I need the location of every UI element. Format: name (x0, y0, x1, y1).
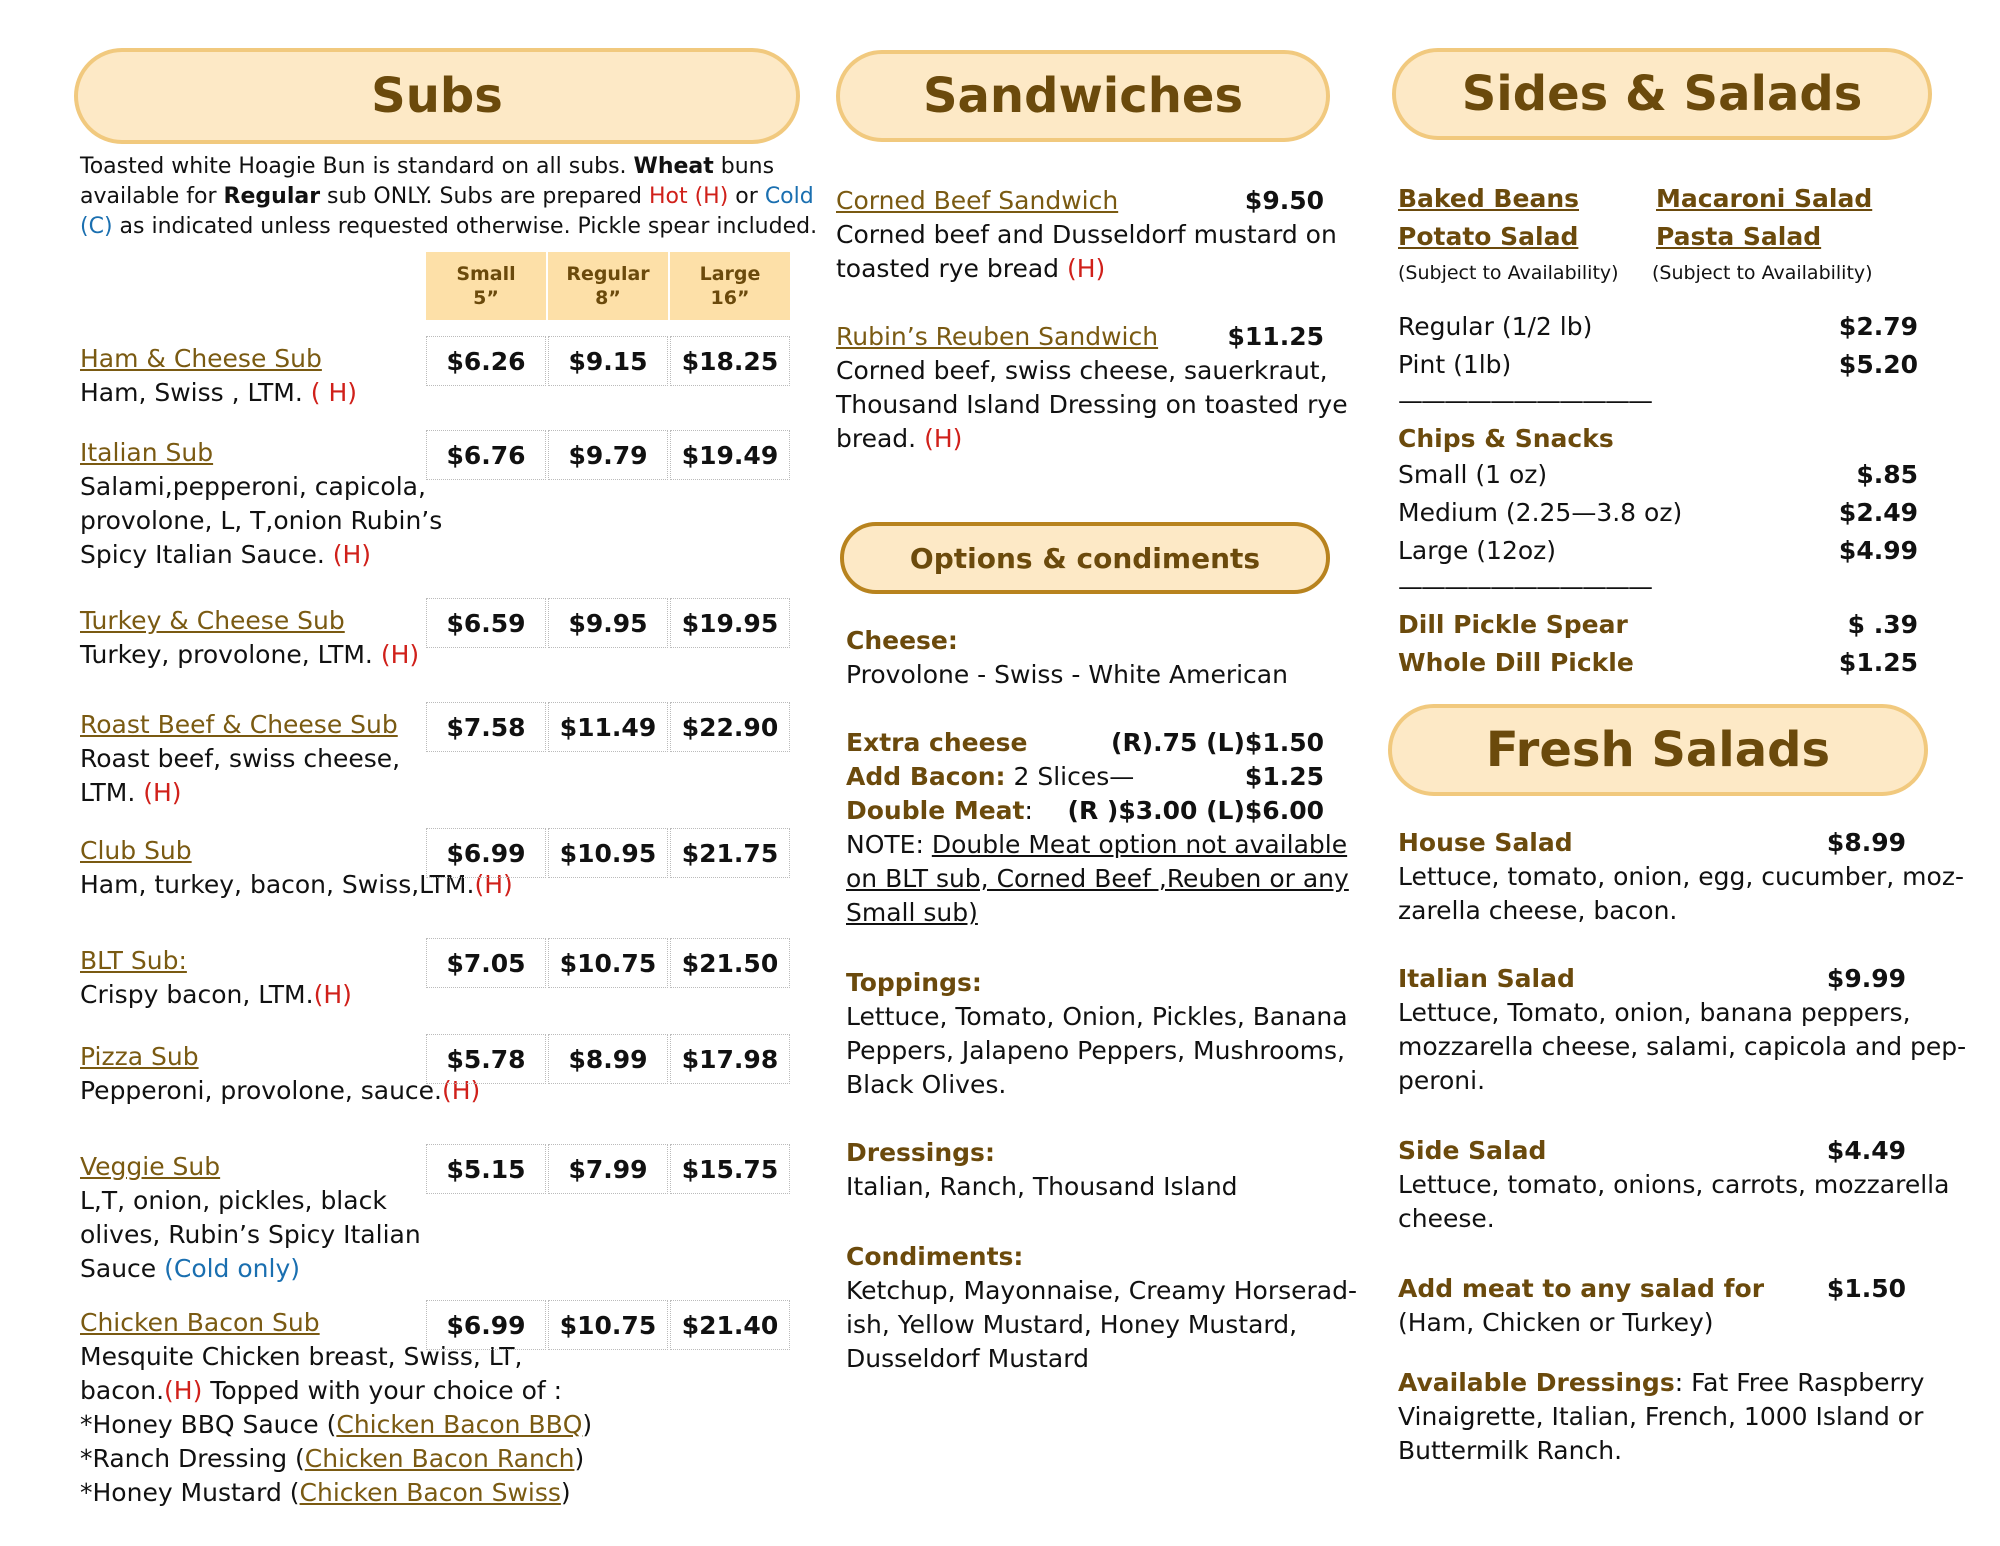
sub-8-desc-1-seg-0: bacon. (80, 1376, 165, 1405)
sub-7-price-0: $5.15 (426, 1144, 546, 1194)
sub-8-desc-1 (80, 1374, 562, 1408)
sub-7-desc-2-seg-1: (Cold only) (164, 1254, 301, 1283)
sub-6-price-1: $8.99 (548, 1034, 668, 1084)
sub-name-5: BLT Sub: (80, 946, 187, 975)
condiments-line-0: Ketchup, Mayonnaise, Creamy Horserad- (846, 1276, 1358, 1305)
sub-8-desc-2 (80, 1408, 592, 1442)
sandwich-1-desc-0-seg-0: Corned beef, swiss cheese, sauerkraut, (836, 356, 1328, 385)
salad-price-0: $8.99 (1826, 828, 1906, 857)
sandwich-0-desc-0 (836, 218, 1337, 252)
sub-3-price-1: $11.49 (548, 702, 668, 752)
divider-1: ——————————— (1398, 386, 1651, 415)
subs-intro-line-2-seg-0: (C) (80, 214, 113, 239)
side-potato-salad: Potato Salad (1398, 222, 1579, 251)
fresh-salads-header (1388, 704, 1928, 796)
add-bacon-row (846, 760, 1134, 794)
subs-intro-line-1-seg-2: sub ONLY. Subs are prepared (320, 184, 649, 209)
options-title: Options & condiments (909, 541, 1261, 575)
sub-8-desc-3-seg-2: ) (574, 1444, 585, 1473)
sub-8-price-0: $6.99 (426, 1300, 546, 1350)
dressings-line-0: Italian, Ranch, Thousand Island (846, 1172, 1238, 1201)
sub-name-4: Club Sub (80, 836, 192, 865)
pickle-spear-price: $ .39 (1847, 610, 1918, 639)
sandwiches-title: Sandwiches (922, 68, 1244, 124)
subs-intro-line-1 (80, 182, 814, 212)
chips-small-label: Small (1 oz) (1398, 460, 1548, 489)
sub-5-desc-0-seg-1: (H) (313, 980, 352, 1009)
sandwich-price-1: $11.25 (1227, 322, 1324, 351)
sub-1-desc-1-seg-0: provolone, L, T,onion Rubin’s (80, 506, 443, 535)
whole-pickle-label: Whole Dill Pickle (1398, 648, 1634, 677)
size-regular-price: $2.79 (1838, 312, 1918, 341)
subs-intro-line-1-seg-0: available for (80, 184, 224, 209)
sub-8-desc-0-seg-0: Mesquite Chicken breast, Swiss, LT, (80, 1342, 523, 1371)
sub-7-price-2: $15.75 (670, 1144, 790, 1194)
cheese-label: Cheese: (846, 626, 958, 655)
availability-note-2: (Subject to Availability) (1652, 262, 1873, 284)
subs-intro-line-1-seg-3: Hot (H) (648, 184, 729, 209)
available-dressings-label: Available Dressings (1398, 1368, 1675, 1397)
sandwich-1-desc-2 (836, 422, 962, 456)
sub-name-6: Pizza Sub (80, 1042, 199, 1071)
add-bacon-label: Add Bacon: (846, 762, 1006, 791)
sub-2-price-2: $19.95 (670, 598, 790, 648)
sub-7-desc-2-seg-0: Sauce (80, 1254, 165, 1283)
sub-2-desc-0-seg-0: Turkey, provolone, LTM. (80, 640, 381, 669)
sub-5-desc-0 (80, 978, 352, 1012)
sub-1-desc-1 (80, 504, 442, 538)
sub-5-price-1: $10.75 (548, 938, 668, 988)
sub-1-desc-2-seg-1: (H) (332, 540, 372, 569)
size-header-0 (426, 252, 546, 320)
sub-7-desc-0 (80, 1184, 387, 1218)
sub-1-price-2: $19.49 (670, 430, 790, 480)
sub-8-desc-3-seg-0: *Ranch Dressing ( (80, 1444, 305, 1473)
sub-1-desc-2-seg-0: Spicy Italian Sauce. (80, 540, 333, 569)
sub-3-price-2: $22.90 (670, 702, 790, 752)
sub-5-desc-0-seg-0: Crispy bacon, LTM. (80, 980, 314, 1009)
sub-8-price-2: $21.40 (670, 1300, 790, 1350)
sides-header (1392, 48, 1932, 140)
double-meat-price: (R )$3.00 (L)$6.00 (1067, 796, 1324, 825)
sub-8-desc-4-seg-0: *Honey Mustard ( (80, 1478, 300, 1507)
sub-8-desc-3 (80, 1442, 584, 1476)
sub-4-price-0: $6.99 (426, 828, 546, 878)
toppings-line-1: Peppers, Jalapeno Peppers, Mushrooms, (846, 1036, 1345, 1065)
sub-7-desc-2 (80, 1252, 300, 1286)
available-dressings-text-0: : Fat Free Raspberry (1674, 1368, 1925, 1397)
sub-3-desc-0 (80, 742, 400, 776)
divider-2: ——————————— (1398, 572, 1651, 601)
salad-3-line-0: (Ham, Chicken or Turkey) (1398, 1308, 1714, 1337)
toppings-line-0: Lettuce, Tomato, Onion, Pickles, Banana (846, 1002, 1348, 1031)
sub-8-desc-4 (80, 1476, 571, 1510)
double-meat-label: Double Meat (846, 796, 1025, 825)
condiments-label: Condiments: (846, 1242, 1024, 1271)
note-text-0: Double Meat option not available (931, 830, 1348, 859)
chips-medium-price: $2.49 (1838, 498, 1918, 527)
sub-name-7: Veggie Sub (80, 1152, 221, 1181)
condiments-line-2: Dusseldorf Mustard (846, 1344, 1089, 1373)
toppings-line-2: Black Olives. (846, 1070, 1007, 1099)
sub-1-desc-0 (80, 470, 426, 504)
sandwich-0-desc-1 (836, 252, 1105, 286)
size-header-2-line-0: Large (699, 263, 761, 285)
salad-2-line-0: Lettuce, tomato, onions, carrots, mozzarella (1398, 1170, 1950, 1199)
subs-intro-line-0-seg-2: buns (713, 154, 775, 179)
extra-cheese-price: (R).75 (L)$1.50 (1111, 728, 1324, 757)
sub-0-desc-0-seg-0: Ham, Swiss , LTM. (80, 378, 311, 407)
sandwich-1-desc-1 (836, 388, 1348, 422)
sub-name-0: Ham & Cheese Sub (80, 344, 322, 373)
sub-3-desc-1 (80, 776, 182, 810)
add-bacon-price: $1.25 (1244, 762, 1324, 791)
size-header-1-line-1: 8” (595, 287, 621, 309)
sandwich-name-1: Rubin’s Reuben Sandwich (836, 322, 1159, 351)
chips-medium-label: Medium (2.25—3.8 oz) (1398, 498, 1683, 527)
sub-8-price-1: $10.75 (548, 1300, 668, 1350)
sub-3-price-0: $7.58 (426, 702, 546, 752)
extra-cheese-label: Extra cheese (846, 728, 1028, 757)
salad-1-line-2: peroni. (1398, 1066, 1486, 1095)
sandwiches-header (836, 50, 1330, 142)
size-header-0-line-1: 5” (473, 287, 499, 309)
double-meat-row: Double Meat: (846, 796, 1033, 825)
sub-name-3: Roast Beef & Cheese Sub (80, 710, 398, 739)
salad-name-2: Side Salad (1398, 1136, 1547, 1165)
sub-2-price-1: $9.95 (548, 598, 668, 648)
sandwich-1-desc-0 (836, 354, 1328, 388)
cheese-list: Provolone - Swiss - White American (846, 660, 1288, 689)
whole-pickle-price: $1.25 (1838, 648, 1918, 677)
dressings-label: Dressings: (846, 1138, 995, 1167)
add-bacon-detail: 2 Slices— (1005, 762, 1135, 791)
size-header-1-line-0: Regular (566, 263, 650, 285)
size-header-2 (670, 252, 790, 320)
salad-name-3: Add meat to any salad for (1398, 1274, 1765, 1303)
available-dressings-line-1: Vinaigrette, Italian, French, 1000 Island or (1398, 1402, 1924, 1431)
sandwich-1-desc-2-seg-0: bread. (836, 424, 925, 453)
sub-8-desc-2-seg-2: ) (582, 1410, 593, 1439)
sub-8-desc-4-seg-2: ) (560, 1478, 571, 1507)
sub-7-desc-0-seg-0: L,T, onion, pickles, black (80, 1186, 387, 1215)
subs-intro-line-0-seg-1: Wheat (633, 154, 714, 179)
sub-1-desc-2 (80, 538, 371, 572)
salad-price-1: $9.99 (1826, 964, 1906, 993)
size-header-1 (548, 252, 668, 320)
subs-intro-line-0 (80, 152, 774, 182)
pickle-spear-label: Dill Pickle Spear (1398, 610, 1628, 639)
subs-intro-line-1-seg-1: Regular (223, 184, 321, 209)
salad-1-line-1: mozzarella cheese, salami, capicola and pep- (1398, 1032, 1967, 1061)
sub-3-desc-1-seg-1: (H) (143, 778, 182, 807)
sandwich-0-desc-1-seg-1: (H) (1066, 254, 1106, 283)
side-pasta-salad: Pasta Salad (1656, 222, 1822, 251)
sub-1-price-0: $6.76 (426, 430, 546, 480)
note-line-1: on BLT sub, Corned Beef ,Reuben or any (846, 864, 1349, 893)
salad-name-1: Italian Salad (1398, 964, 1575, 993)
sub-2-desc-0 (80, 638, 419, 672)
salad-0-line-1: zarella cheese, bacon. (1398, 896, 1678, 925)
subs-intro-line-1-seg-5: Cold (764, 184, 814, 209)
sub-1-price-1: $9.79 (548, 430, 668, 480)
salad-0-line-0: Lettuce, tomato, onion, egg, cucumber, moz- (1398, 862, 1964, 891)
sides-title: Sides & Salads (1461, 66, 1863, 122)
sub-name-2: Turkey & Cheese Sub (80, 606, 345, 635)
sub-name-8: Chicken Bacon Sub (80, 1308, 320, 1337)
chips-large-price: $4.99 (1838, 536, 1918, 565)
sub-name-1: Italian Sub (80, 438, 214, 467)
chips-label: Chips & Snacks (1398, 424, 1614, 453)
salad-name-0: House Salad (1398, 828, 1573, 857)
subs-title: Subs (371, 68, 503, 124)
sub-2-desc-0-seg-1: (H) (380, 640, 420, 669)
sub-0-desc-0 (80, 376, 357, 410)
sub-0-desc-0-seg-1: ( H) (310, 378, 358, 407)
size-pint-price: $5.20 (1838, 350, 1918, 379)
sub-4-desc-0-seg-0: Ham, turkey, bacon, Swiss,LTM. (80, 870, 475, 899)
subs-header (74, 48, 800, 144)
sub-3-desc-1-seg-0: LTM. (80, 778, 144, 807)
fresh-salads-title: Fresh Salads (1485, 722, 1831, 778)
available-dressings-line-0 (1398, 1366, 1924, 1400)
sub-0-price-0: $6.26 (426, 336, 546, 386)
sub-3-desc-0-seg-0: Roast beef, swiss cheese, (80, 744, 401, 773)
sub-7-price-1: $7.99 (548, 1144, 668, 1194)
sandwich-price-0: $9.50 (1244, 186, 1324, 215)
sub-8-desc-2-seg-0: *Honey BBQ Sauce ( (80, 1410, 337, 1439)
sub-5-price-0: $7.05 (426, 938, 546, 988)
sub-2-price-0: $6.59 (426, 598, 546, 648)
salad-1-line-0: Lettuce, Tomato, onion, banana peppers, (1398, 998, 1911, 1027)
sandwich-name-0: Corned Beef Sandwich (836, 186, 1119, 215)
sandwich-0-desc-0-seg-0: Corned beef and Dusseldorf mustard on (836, 220, 1337, 249)
subs-intro-line-0-seg-0: Toasted white Hoagie Bun is standard on all subs. (80, 154, 634, 179)
sub-7-desc-1 (80, 1218, 421, 1252)
salad-price-2: $4.49 (1826, 1136, 1906, 1165)
sub-5-price-2: $21.50 (670, 938, 790, 988)
sub-8-desc-1-seg-1: (H) (164, 1376, 203, 1405)
sub-6-price-0: $5.78 (426, 1034, 546, 1084)
sub-7-desc-1-seg-0: olives, Rubin’s Spicy Italian (80, 1220, 421, 1249)
note-line-0 (846, 828, 1347, 862)
size-regular-label: Regular (1/2 lb) (1398, 312, 1593, 341)
sub-6-price-2: $17.98 (670, 1034, 790, 1084)
size-pint-label: Pint (1lb) (1398, 350, 1512, 379)
note-prefix: NOTE: (846, 830, 932, 859)
subs-intro-line-1-seg-4: or (728, 184, 765, 209)
sub-4-price-1: $10.95 (548, 828, 668, 878)
options-header (840, 522, 1330, 594)
sandwich-1-desc-2-seg-1: (H) (924, 424, 963, 453)
availability-note-1: (Subject to Availability) (1398, 262, 1619, 284)
sub-0-price-2: $18.25 (670, 336, 790, 386)
sub-8-desc-4-seg-1: Chicken Bacon Swiss (299, 1478, 561, 1507)
available-dressings-line-2: Buttermilk Ranch. (1398, 1436, 1623, 1465)
sub-8-desc-2-seg-1: Chicken Bacon BBQ (336, 1410, 583, 1439)
sub-6-desc-0-seg-0: Pepperoni, provolone, sauce. (80, 1076, 442, 1105)
sub-4-desc-0-seg-1: (H) (474, 870, 513, 899)
salad-2-line-1: cheese. (1398, 1204, 1495, 1233)
chips-large-label: Large (12oz) (1398, 536, 1557, 565)
size-header-0-line-0: Small (456, 263, 516, 285)
note-line-2: Small sub) (846, 898, 978, 927)
sub-8-desc-1-seg-2: Topped with your choice of : (202, 1376, 563, 1405)
sub-6-desc-0-seg-1: (H) (442, 1076, 481, 1105)
sandwich-0-desc-1-seg-0: toasted rye bread (836, 254, 1067, 283)
side-baked-beans: Baked Beans (1398, 184, 1579, 213)
side-macaroni-salad: Macaroni Salad (1656, 184, 1873, 213)
sub-6-desc-0 (80, 1074, 480, 1108)
subs-intro-line-2 (80, 212, 817, 242)
salad-price-3: $1.50 (1826, 1274, 1906, 1303)
sub-0-price-1: $9.15 (548, 336, 668, 386)
condiments-line-1: ish, Yellow Mustard, Honey Mustard, (846, 1310, 1298, 1339)
toppings-label: Toppings: (846, 968, 982, 997)
size-header-2-line-1: 16” (710, 287, 750, 309)
chips-small-price: $.85 (1856, 460, 1918, 489)
sub-1-desc-0-seg-0: Salami,pepperoni, capicola, (80, 472, 426, 501)
sub-8-desc-3-seg-1: Chicken Bacon Ranch (304, 1444, 575, 1473)
subs-intro-line-2-seg-1: as indicated unless requested otherwise. Pickle spear included. (112, 214, 818, 239)
sub-4-price-2: $21.75 (670, 828, 790, 878)
sandwich-1-desc-1-seg-0: Thousand Island Dressing on toasted rye (836, 390, 1348, 419)
